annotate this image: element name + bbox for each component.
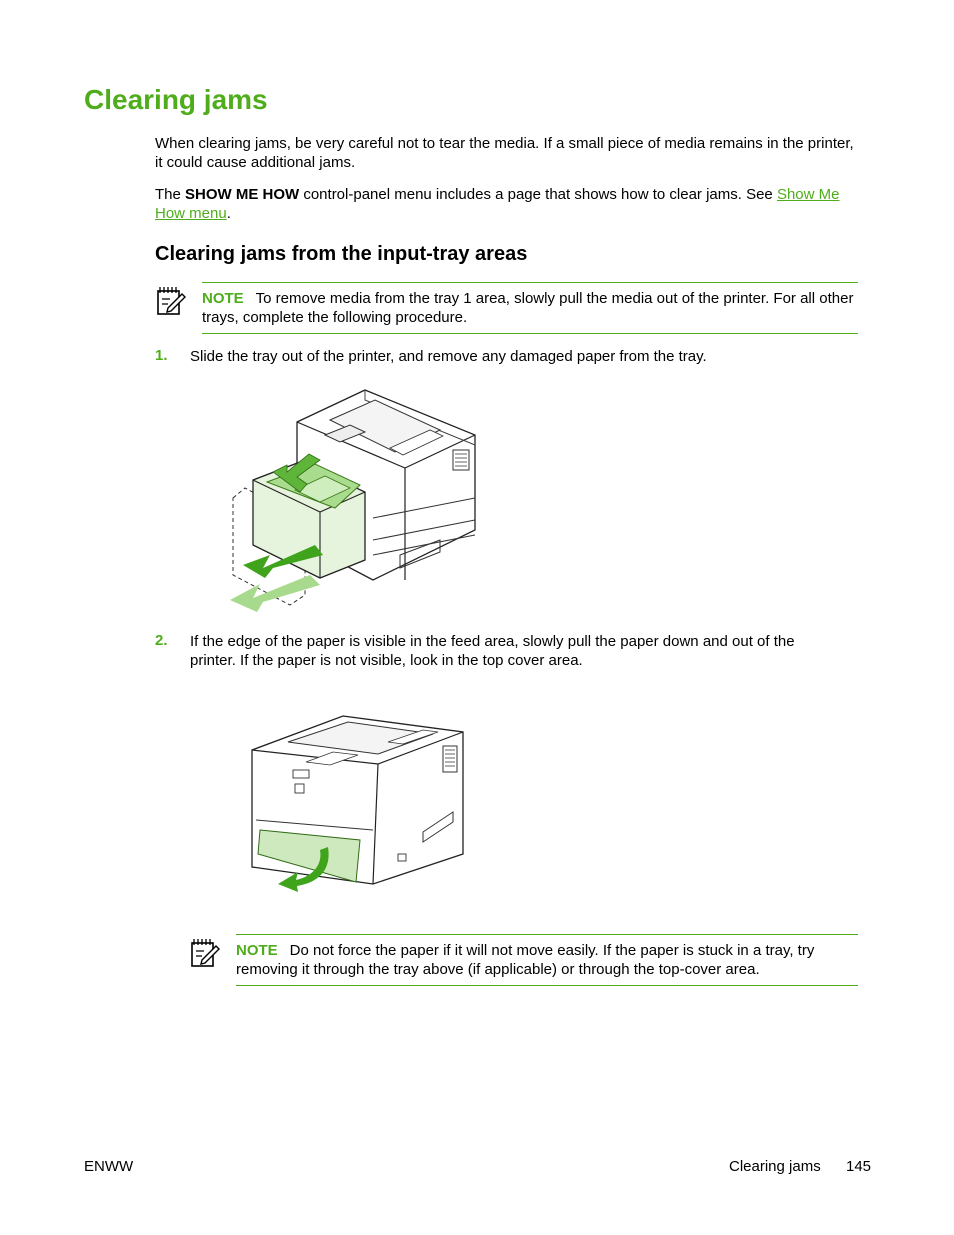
step-2-text: If the edge of the paper is visible in the feed area, slowly pull the paper down and out of the printer. If the paper is not visible, look in the top cover area. <box>190 633 795 669</box>
step-1-text: Slide the tray out of the printer, and remove any damaged paper from the tray. <box>190 348 707 365</box>
intro-p2-pre: The <box>155 186 186 203</box>
step-2-number: 2. <box>155 632 168 649</box>
note-pad-icon <box>190 938 220 968</box>
note-2-label: NOTE <box>236 942 278 959</box>
note-2-text <box>236 941 856 979</box>
footer-section: Clearing jams <box>729 1158 821 1175</box>
tray-removal-illustration <box>225 380 485 615</box>
intro-p2-post: . <box>226 205 231 222</box>
intro-p2-mid: control-panel menu includes a page that shows how to clear jams. See <box>299 186 777 203</box>
page-title: Clearing jams <box>84 84 268 115</box>
note-1-text <box>202 289 856 327</box>
intro-paragraph-1: When clearing jams, be very careful not to tear the media. If a small piece of media remains in the printer, it could cause additional jams. <box>155 135 854 171</box>
page-number: 145 <box>846 1158 872 1175</box>
intro-paragraph-2 <box>155 185 855 223</box>
note-2-body: Do not force the paper if it will not move easily. If the paper is stuck in a tray, try removing it through the tray above (if applicable) or through the top-cover area. <box>236 942 815 978</box>
feed-area-illustration <box>248 712 468 892</box>
note-pad-icon <box>156 286 186 316</box>
note-box-2 <box>236 934 858 986</box>
section-heading: Clearing jams from the input-tray areas <box>155 243 528 265</box>
show-me-how-link[interactable]: Show Me How menu <box>155 186 840 222</box>
step-1-number: 1. <box>155 347 168 364</box>
note-1-body: To remove media from the tray 1 area, slowly pull the media out of the printer. For all other trays, complete the following procedure. <box>202 290 854 326</box>
footer-left: ENWW <box>84 1158 134 1175</box>
note-1-label: NOTE <box>202 290 244 307</box>
show-me-how-menu-name: SHOW ME HOW <box>185 186 300 203</box>
note-box-1 <box>202 282 858 334</box>
